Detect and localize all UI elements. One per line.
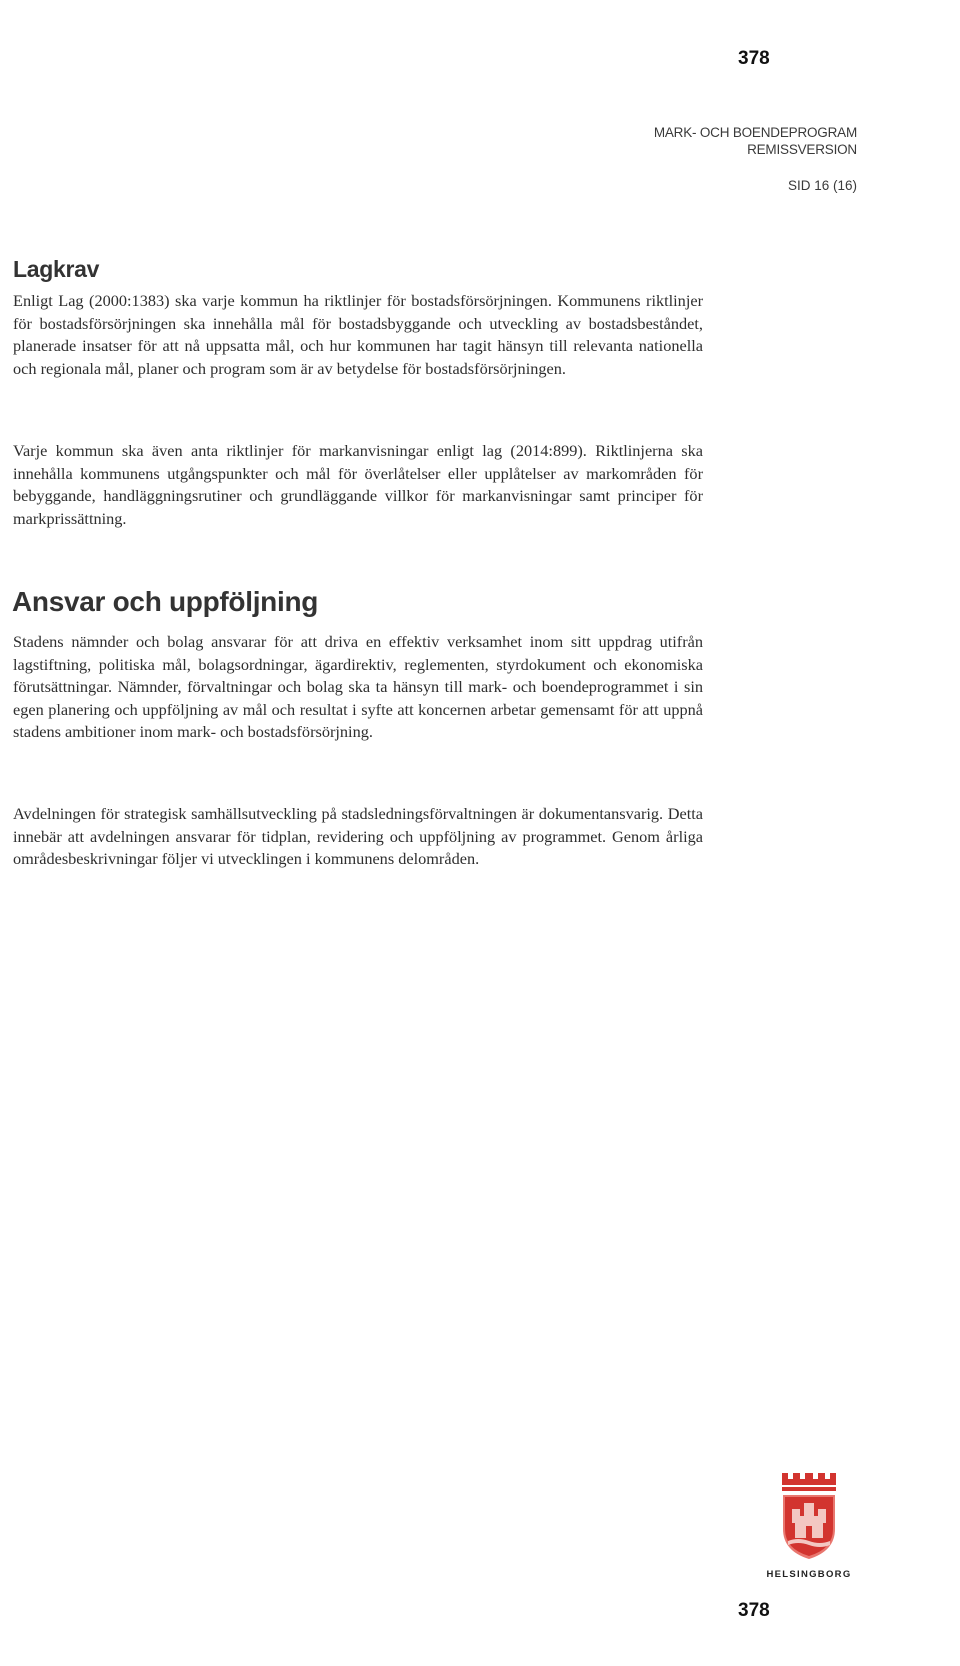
document-title: MARK- OCH BOENDEPROGRAM [653, 125, 857, 140]
paragraph: Varje kommun ska även anta riktlinjer för markanvisningar enligt lag (2014:899). Riktlinjerna ska innehålla kommunens utgångspunkter och mål för överlåtelser eller upplåtelser av markområden för bebyggande, handläggningsrutiner och grundläggande villkor för markanvisningar samt principer för markprissättning. [13, 441, 703, 528]
page-number-top: 378 [738, 48, 770, 69]
page-number-bottom: 378 [738, 1600, 770, 1621]
document-version: REMISSVERSION [747, 142, 857, 157]
paragraph: Stadens nämnder och bolag ansvarar för att driva en effektiv verksamhet inom sitt uppdrag utifrån lagstiftning, politiska mål, bolagsordningar, ägardirektiv, reglementen, styrdokument och ekonomiska förutsättningar. Nämnder, förvaltningar och bolag ska ta hänsyn till mark- och boendeprogrammet i sin egen planering och uppföljning av mål och resultat i syfte att koncernen arbetar gemensamt för att uppnå stadens ambitioner inom mark- och bostadsförsörjning. [13, 632, 703, 742]
brand-name: HELSINGBORG [766, 1569, 852, 1580]
paragraph: Enligt Lag (2000:1383) ska varje kommun ha riktlinjer för bostadsförsörjningen. Kommunens riktlinjer för bostadsförsörjningen ska innehålla mål för bostadsbyggande och utveckling av bostadsbeståndet, planerade insatser för att nå uppsatta mål, och hur kommunen har tagit hänsyn till relevanta nationella och regionala mål, planer och program som är av betydelse för bostadsförsörjningen. [13, 291, 703, 378]
section-heading-ansvar: Ansvar och uppföljning [12, 586, 319, 617]
document-header [654, 124, 857, 158]
page-indicator: SID 16 (16) [787, 178, 857, 193]
paragraph: Avdelningen för strategisk samhällsutveckling på stadsledningsförvaltningen är dokumentansvarig. Detta innebär att avdelningen ansvarar för tidplan, revidering och uppföljning av programmet. Genom årliga områdesbeskrivningar följer vi utvecklingen i kommunens delområden. [13, 804, 703, 869]
section-heading-lagkrav: Lagkrav [13, 256, 100, 282]
helsingborg-crest-icon [780, 1471, 838, 1561]
